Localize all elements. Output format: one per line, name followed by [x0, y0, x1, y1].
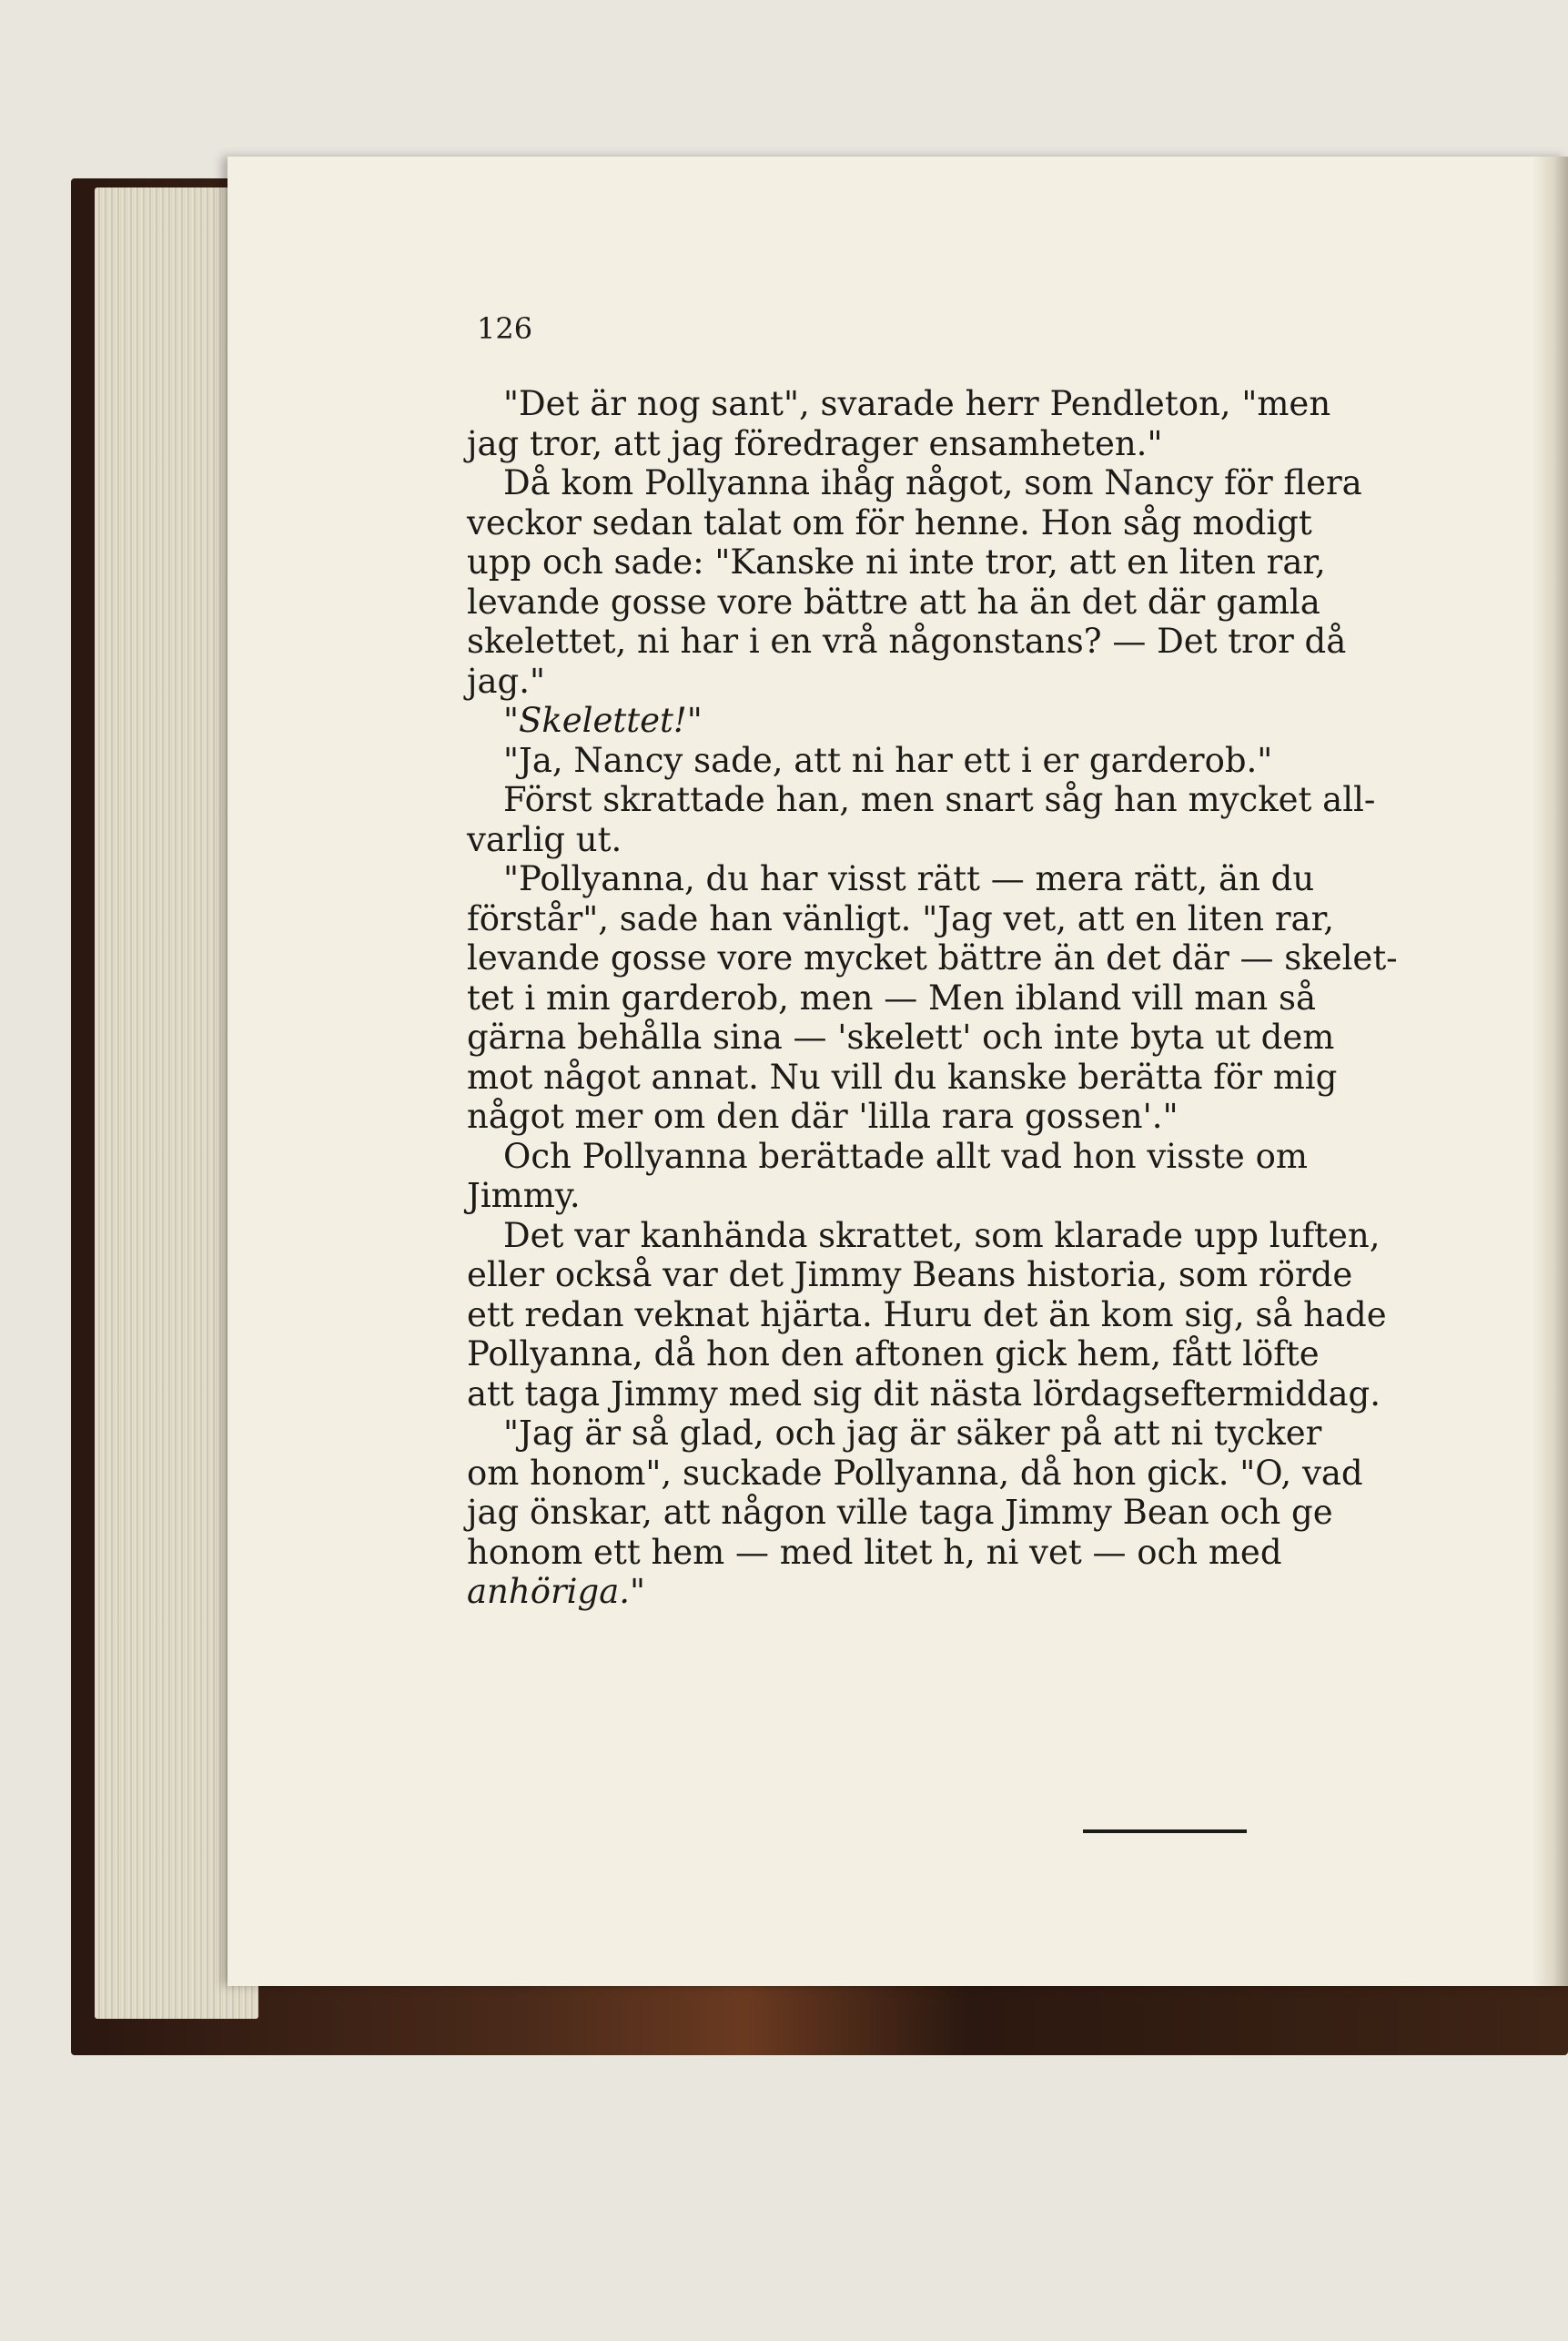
text-line: veckor sedan talat om för henne. Hon såg modigt: [467, 502, 1312, 542]
text-line: upp och sade: "Kanske ni inte tror, att en liten rar,: [467, 542, 1326, 582]
text-line: att taga Jimmy med sig dit nästa lördagseftermiddag.: [467, 1373, 1381, 1414]
text-line: jag.": [467, 661, 545, 701]
text-line: eller också var det Jimmy Beans historia, som rörde: [467, 1255, 1353, 1294]
page-number: 126: [477, 311, 533, 346]
text-line: levande gosse vore mycket bättre än det där — skelet-: [467, 938, 1398, 978]
body-text: [467, 384, 1568, 1612]
text-line: Då kom Pollyanna ihåg något, som Nancy för flera: [503, 463, 1362, 502]
text-line: levande gosse vore bättre att ha än det där gamla: [467, 582, 1320, 622]
text-line: Och Pollyanna berättade allt vad hon visste om: [503, 1136, 1308, 1176]
text-line: "Skelettet!": [503, 701, 703, 740]
text-line: gärna behålla sina — 'skelett' och inte byta ut dem: [467, 1018, 1335, 1057]
text-line: "Ja, Nancy sade, att ni har ett i er garderob.": [503, 740, 1273, 780]
text-line: "Jag är så glad, och jag är säker på att ni tycker: [503, 1414, 1322, 1453]
text-line: ett redan veknat hjärta. Huru det än kom sig, så hade: [467, 1294, 1387, 1334]
text-line: mot något annat. Nu vill du kanske berätta för mig: [467, 1057, 1338, 1097]
text-line: anhöriga.": [467, 1572, 646, 1611]
text-line: Det var kanhända skrattet, som klarade upp luften,: [503, 1215, 1381, 1255]
text-line: jag tror, att jag föredrager ensamheten.": [467, 423, 1163, 463]
text-line: Jimmy.: [467, 1176, 581, 1215]
text-line: "Det är nog sant", svarade herr Pendleton, "men: [503, 384, 1331, 423]
text-line: tet i min garderob, men — Men ibland vill man så: [467, 978, 1317, 1018]
book-page: [228, 157, 1568, 1986]
text-line: förstår", sade han vänligt. "Jag vet, att en liten rar,: [467, 898, 1334, 938]
text-line: honom ett hem — med litet h, ni vet — och med: [467, 1532, 1282, 1572]
text-line: "Pollyanna, du har visst rätt — mera rätt, än du: [503, 859, 1315, 898]
text-line: Pollyanna, då hon den aftonen gick hem, fått löfte: [467, 1334, 1320, 1373]
text-line: Först skrattade han, men snart såg han mycket all-: [503, 780, 1376, 819]
text-line: något mer om den där 'lilla rara gossen'.": [467, 1097, 1179, 1136]
text-line: varlig ut.: [467, 819, 622, 859]
text-line: skelettet, ni har i en vrå någonstans? — Det tror då: [467, 622, 1347, 661]
section-end-rule: [1083, 1829, 1247, 1833]
text-line: om honom", suckade Pollyanna, då hon gick. "O, vad: [467, 1453, 1363, 1493]
text-line: jag önskar, att någon ville taga Jimmy Bean och ge: [467, 1493, 1333, 1532]
